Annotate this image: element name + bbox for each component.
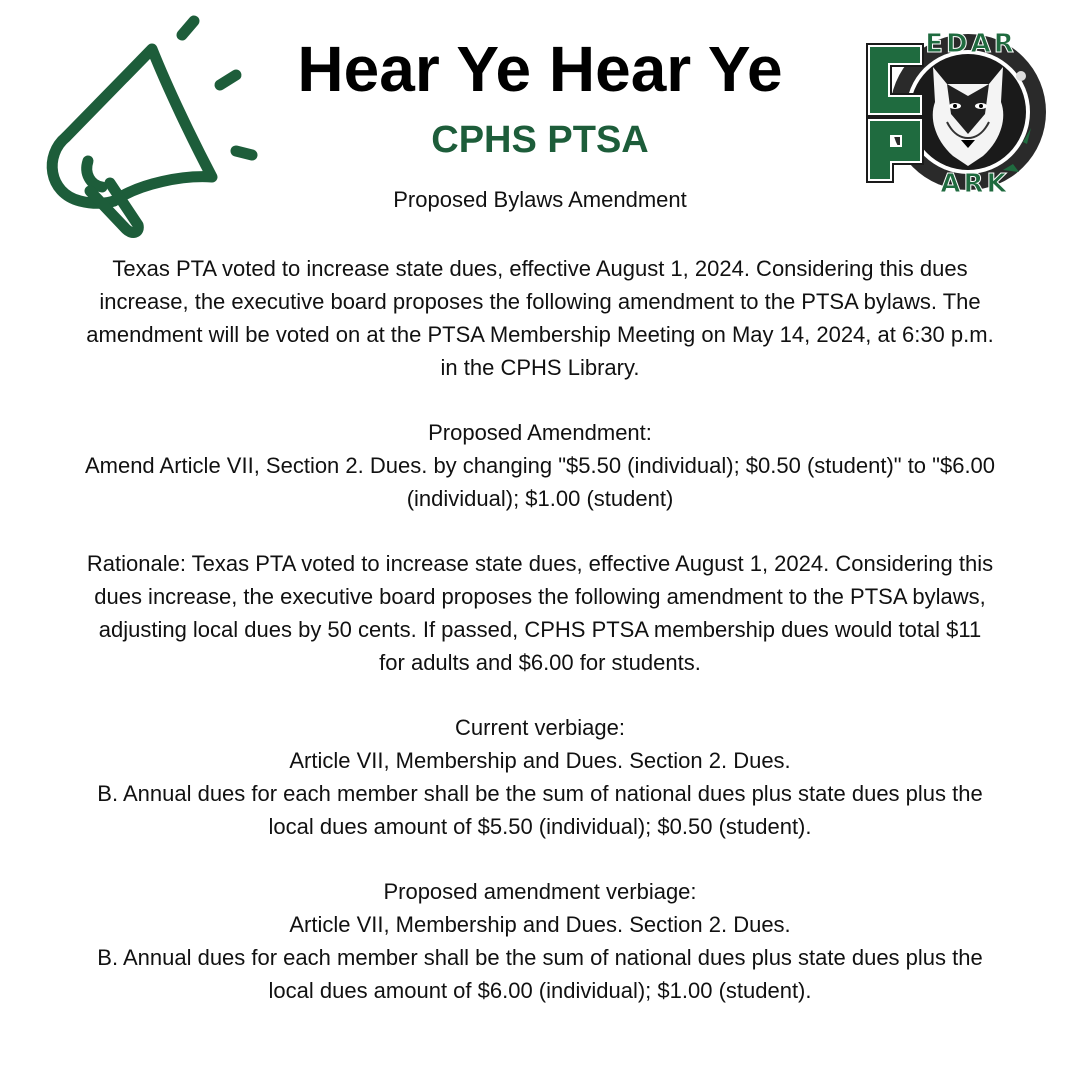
text-line: dues increase, the executive board proposes the following amendment to the PTSA bylaws,: [94, 584, 986, 609]
proposed-amendment-paragraph: [40, 416, 1040, 515]
text-line: Article VII, Membership and Dues. Section 2. Dues.: [289, 912, 791, 937]
intro-paragraph: [40, 252, 1040, 384]
text-line: Article VII, Membership and Dues. Section 2. Dues.: [289, 748, 791, 773]
page-title: Hear Ye Hear Ye: [297, 33, 783, 105]
text-line: B. Annual dues for each member shall be the sum of national dues plus state dues plus the: [97, 945, 983, 970]
text-line: in the CPHS Library.: [440, 355, 640, 380]
notice-body: [40, 252, 1040, 1007]
text-line: local dues amount of $6.00 (individual); $1.00 (student).: [268, 978, 812, 1003]
text-line: (individual); $1.00 (student): [406, 486, 674, 511]
text-line: amendment will be voted on at the PTSA Membership Meeting on May 14, 2024, at 6:30 p.m.: [86, 322, 994, 347]
notice-heading: Proposed Bylaws Amendment: [393, 187, 687, 212]
cedar-park-logo: [863, 22, 1053, 202]
current-verbiage-paragraph: [40, 711, 1040, 843]
text-line: local dues amount of $5.50 (individual); $0.50 (student).: [268, 814, 812, 839]
text-line: Proposed amendment verbiage:: [383, 879, 697, 904]
text-line: Proposed Amendment:: [428, 420, 652, 445]
svg-text:ARK: ARK: [940, 169, 1010, 199]
text-line: Amend Article VII, Section 2. Dues. by changing "$5.50 (individual); $0.50 (student)" to "$6.00: [84, 453, 996, 478]
amended-verbiage-paragraph: [40, 875, 1040, 1007]
text-line: adjusting local dues by 50 cents. If passed, CPHS PTSA membership dues would total $11: [98, 617, 982, 642]
text-line: Current verbiage:: [455, 715, 625, 740]
rationale-paragraph: [40, 547, 1040, 679]
organization-name: CPHS PTSA: [431, 119, 649, 161]
svg-text:EDAR: EDAR: [925, 29, 1017, 59]
text-line: Texas PTA voted to increase state dues, effective August 1, 2024. Considering this dues: [112, 256, 968, 281]
text-line: Rationale: Texas PTA voted to increase state dues, effective August 1, 2024. Considering this: [86, 551, 994, 576]
text-line: increase, the executive board proposes the following amendment to the PTSA bylaws. The: [99, 289, 981, 314]
cp-letters: [867, 44, 923, 182]
text-line: B. Annual dues for each member shall be the sum of national dues plus state dues plus the: [97, 781, 983, 806]
text-line: for adults and $6.00 for students.: [379, 650, 701, 675]
